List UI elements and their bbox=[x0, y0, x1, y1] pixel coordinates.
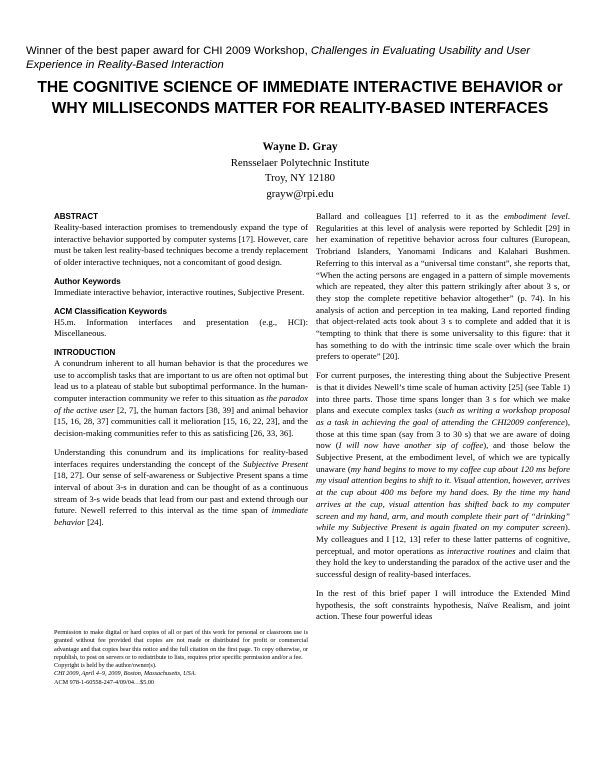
intro1-part-b: the paradox of the active user bbox=[54, 393, 308, 415]
keywords-text: Immediate interactive behavior, interactive routines, Subjective Present. bbox=[54, 286, 305, 297]
intro2-part-a: Understanding this conundrum and its implications for reality-based interfaces requires understanding the concept of the bbox=[54, 446, 308, 469]
acm-heading: ACM Classification Keywords bbox=[54, 306, 167, 316]
p2-part-g: ). My colleagues and I [12, 13] refer to these latter patterns of cognitive, perceptual, and motor operations as bbox=[316, 522, 570, 556]
intro-paragraph-1 bbox=[54, 358, 308, 440]
copyright-line: Copyright is held by the author/owner(s). bbox=[54, 662, 157, 670]
acm-number: ACM 978-1-60558-247-4/09/04…$5.00 bbox=[54, 678, 155, 686]
award-workshop: Challenges in Evaluating Usability and User Experience in Reality-Based Interaction bbox=[26, 45, 531, 71]
p2-part-d: I will now have another sip of coffee bbox=[338, 440, 484, 451]
intro2-part-d: immediate behavior bbox=[54, 505, 308, 528]
acm-text: H5.m. Information interfaces and presentation (e.g., HCI): Miscellaneous. bbox=[54, 316, 308, 339]
introduction-heading: INTRODUCTION bbox=[54, 347, 116, 357]
author-location: Troy, NY 12180 bbox=[264, 172, 336, 185]
keywords-heading: Author Keywords bbox=[54, 276, 121, 286]
permission-notice bbox=[54, 629, 308, 687]
intro-paragraph-2 bbox=[54, 447, 308, 529]
award-note bbox=[26, 44, 576, 72]
paper-title: THE COGNITIVE SCIENCE OF IMMEDIATE INTERACTIVE BEHAVIOR or WHY MILLISECONDS MATTER FOR REALITY-BASED INTERFACES bbox=[37, 79, 563, 117]
intro2-part-c: [18, 27]. Our sense of self-awareness or Subjective Present spans a time interval of about 3-s in duration and can be thought of as a continuous stream of 3-s wide beads that lead from our past and extend through our future. Newell referred to this interval as the time span of bbox=[54, 470, 308, 516]
author-email: grayw@rpi.edu bbox=[266, 187, 334, 200]
p2-part-a: For current purposes, the interesting thing about the Subjective Present is that it divides Newell’s time scale of human activity [25] (see Table 1) into three parts. Those time spans longer than 3 s for which we make plans and execute complex tasks ( bbox=[316, 370, 570, 416]
p1-part-a: Ballard and colleagues [1] referred to it as the bbox=[316, 211, 504, 221]
abstract-text: Reality-based interaction promises to tremendously expand the type of interactive behavior supported by computer systems [17]. However, care must be taken lest reality-based techniques become a trendy replacement of older interactive techniques, not a concomitant of good design. bbox=[54, 222, 308, 268]
p2-part-c: ), those at this time span (say from 3 to 30 s) that we are aware of doing now ( bbox=[316, 416, 570, 451]
intro1-part-c: [2, 7], the human factors [38, 39] and animal behavior [15, 16, 28, 37] communities call it melioration [15, 16, 22, 23], and the decision-making communities refer to this as satisficing [26, 33, 36]. bbox=[54, 404, 308, 439]
right-paragraph-1 bbox=[316, 211, 570, 363]
author-block bbox=[30, 140, 570, 202]
right-paragraph-2 bbox=[316, 370, 570, 581]
author-name: Wayne D. Gray bbox=[262, 141, 338, 153]
p2-part-f: my hand begins to move to my coffee cup about 120 ms before my visual attention begins to shift to it. Visual attention, however, arrives at the cup about 400 ms before my hand does. By the time my hand arrives at the cup, visual attention has shifted back to my computer screen and my hand, arm, and mouth complete their part of “drinking” while my Subjective Present is again fixated on my computer screen bbox=[316, 463, 570, 533]
p1-part-c: . Regularities at this level of analysis were reported by Schledit [29] in her examination of repetitive behavior across four cultures (European, Trobriand Islanders, Yanomami Indicans and Kalahari Bushmen. Referring to this interval as a “universal time constant”, she reports that, “When the acting persons are engaged in a pattern of simple movements which are repeated, they alter this pattern strikingly after about 3 s, or they stop the complete repetitive behavior altogether” (p. 74). In his analysis of action and perception in tea making, Land reported finding that object-related acts took about 3 s to complete and added that it is “tempting to think that there is some universality to this figure: that it has something to do with the intrinsic time scale over which the brain prefers to operate” [20]. bbox=[316, 211, 571, 362]
p1-part-b: embodiment level bbox=[503, 211, 568, 221]
left-column bbox=[54, 211, 308, 536]
intro2-part-e: [24]. bbox=[84, 517, 104, 528]
p2-part-i: and claim that they hold the key to understanding the paradox of the active user and the successful design of reality-based interfaces. bbox=[316, 545, 570, 580]
author-affiliation: Rensselaer Polytechnic Institute bbox=[230, 156, 370, 169]
intro2-part-b: Subjective Present bbox=[242, 458, 308, 469]
p2-part-b: such as writing a workshop proposal as a task in achieving the goal of attending the CHI2009 conference bbox=[316, 405, 570, 427]
p2-part-h: interactive routines bbox=[447, 545, 516, 556]
venue-text: CHI 2009, April 4–9, 2009, Boston, Massachusetts, USA. bbox=[54, 670, 197, 678]
permission-text: Permission to make digital or hard copies of all or part of this work for personal or classroom use is granted without fee provided that copies are not made or distributed for profit or commercial advantage and that copies bear this notice and the full citation on the first page. To copy otherwise, or republish, to post on servers or to redistribute to lists, requires prior specific permission and/or a fee. bbox=[54, 629, 308, 661]
p2-part-e: ), and those below the Subjective Present, at the embodiment level, of which we are typically unaware ( bbox=[316, 440, 570, 474]
right-paragraph-3: In the rest of this brief paper I will introduce the Extended Mind hypothesis, the soft constraints hypothesis, Naïve Realism, and joint action. These four powerful ideas bbox=[316, 587, 570, 622]
intro1-part-a: A conundrum inherent to all human behavior is that the procedures we use to accomplish tasks that are important to us are often not optimal but lead us to a plateau of stable but suboptimal performance. In the human-computer interaction community we refer to this situation as bbox=[54, 357, 308, 404]
abstract-heading: ABSTRACT bbox=[54, 212, 98, 221]
venue-line bbox=[54, 670, 308, 678]
right-column bbox=[316, 211, 570, 630]
award-prefix: Winner of the best paper award for CHI 2009 Workshop, bbox=[26, 45, 311, 57]
